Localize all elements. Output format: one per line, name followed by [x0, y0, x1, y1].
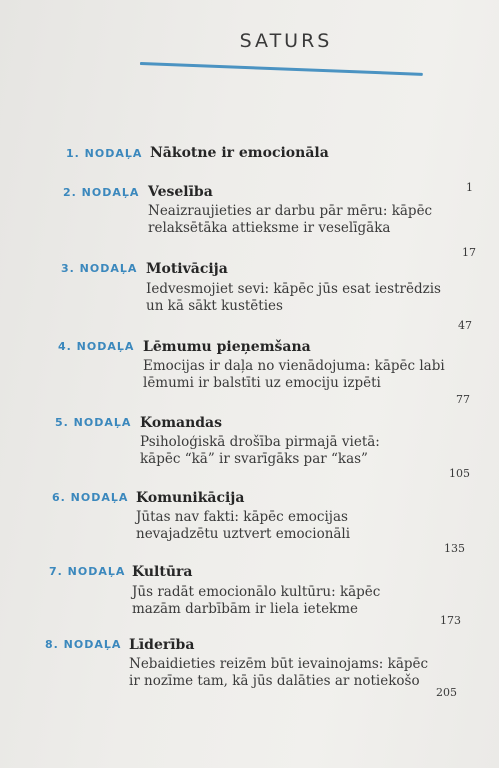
- chapter-title: Veselība: [148, 184, 213, 200]
- chapter-subtitle-line-2: kāpēc “kā” ir svarīgāks par “kas”: [140, 451, 368, 467]
- page-number: 47: [458, 319, 472, 332]
- chapter-title: Motivācija: [146, 261, 228, 277]
- title-underline: [140, 62, 423, 76]
- chapter-subtitle-line-2: un kā sākt kustēties: [146, 298, 283, 314]
- chapter-title: Līderība: [129, 637, 195, 653]
- chapter-subtitle-line-2: nevajadzētu uztvert emocionāli: [136, 526, 351, 542]
- page-number: 135: [444, 542, 465, 555]
- page-number: 77: [456, 393, 470, 406]
- page-number: 1: [466, 181, 473, 194]
- page-number: 205: [436, 686, 457, 699]
- chapter-number: 2. NODAĻA: [63, 186, 140, 199]
- page-title: SATURS: [239, 30, 333, 52]
- chapter-subtitle-line-1: Iedvesmojiet sevi: kāpēc jūs esat iestrēdzis: [146, 281, 441, 297]
- chapter-number: 6. NODAĻA: [52, 491, 129, 504]
- chapter-title: Lēmumu pieņemšana: [143, 339, 311, 355]
- chapter-subtitle-line-1: Jūtas nav fakti: kāpēc emocijas: [136, 509, 348, 525]
- chapter-subtitle-line-2: lēmumi ir balstīti uz emociju izpēti: [143, 375, 381, 391]
- page-number: 17: [462, 246, 476, 259]
- chapter-subtitle-line-1: Neaizraujieties ar darbu pār mēru: kāpēc: [148, 203, 433, 219]
- chapter-number: 5. NODAĻA: [55, 416, 132, 429]
- chapter-number: 1. NODAĻA: [66, 147, 143, 160]
- chapter-subtitle-line-1: Psiholoģiskā drošība pirmajā vietā:: [140, 434, 380, 450]
- chapter-title: Nākotne ir emocionāla: [150, 145, 329, 161]
- page-number: 173: [440, 614, 461, 627]
- chapter-title: Komunikācija: [136, 490, 245, 506]
- page-number: 105: [449, 467, 470, 480]
- chapter-number: 7. NODAĻA: [49, 565, 126, 578]
- chapter-subtitle-line-2: relaksētāka attieksme ir veselīgāka: [148, 220, 391, 236]
- chapter-subtitle-line-2: ir nozīme tam, kā jūs dalāties ar notiekošo: [129, 673, 420, 689]
- chapter-title: Kultūra: [132, 564, 193, 580]
- chapter-number: 8. NODAĻA: [45, 638, 122, 651]
- chapter-subtitle-line-1: Emocijas ir daļa no vienādojuma: kāpēc labi: [143, 358, 445, 374]
- chapter-subtitle-line-1: Jūs radāt emocionālo kultūru: kāpēc: [132, 584, 381, 600]
- chapter-number: 3. NODAĻA: [61, 262, 138, 275]
- chapter-subtitle-line-2: mazām darbībām ir liela ietekme: [132, 601, 359, 617]
- chapter-title: Komandas: [140, 415, 223, 431]
- chapter-number: 4. NODAĻA: [58, 340, 135, 353]
- chapter-subtitle-line-1: Nebaidieties reizēm būt ievainojams: kāpēc: [129, 656, 429, 672]
